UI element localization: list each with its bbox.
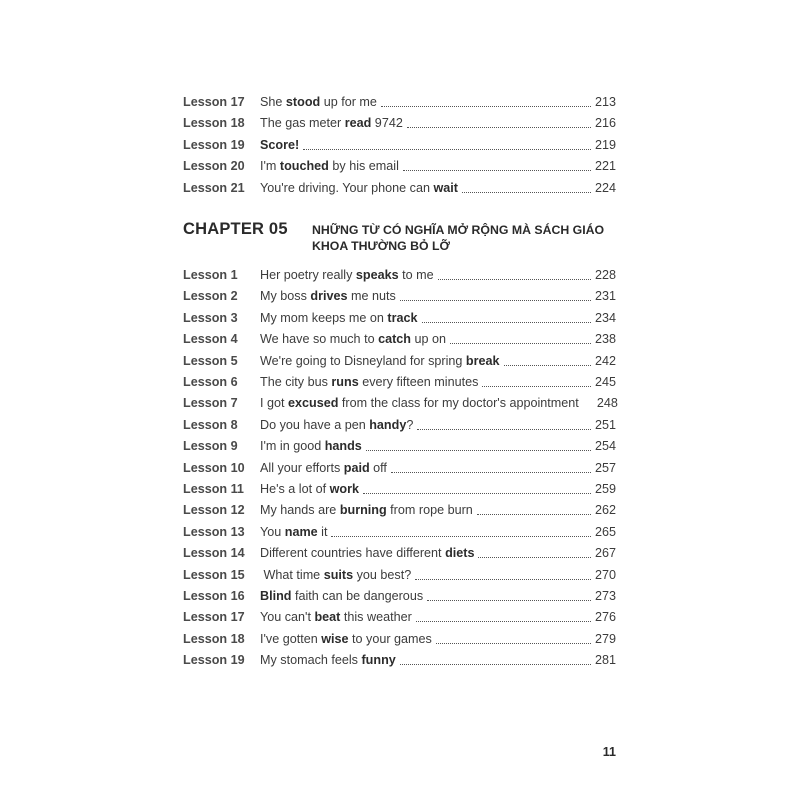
page-ref: 245	[594, 375, 616, 389]
title-text: up for me	[320, 95, 377, 109]
toc-entry	[183, 458, 616, 479]
lesson-title	[260, 308, 418, 329]
lesson-title	[260, 329, 446, 350]
title-text: you best?	[353, 567, 412, 582]
keyword: stood	[285, 95, 321, 109]
keyword: Blind	[260, 589, 292, 603]
title-text: it	[317, 524, 328, 539]
lesson-label: Lesson 14	[183, 546, 245, 561]
title-text: You can't	[260, 610, 315, 625]
title-text: I'm	[260, 159, 280, 174]
keyword: catch	[378, 332, 411, 347]
entry	[260, 650, 616, 671]
toc-entry	[183, 479, 616, 500]
entry	[260, 265, 616, 286]
page-number: 11	[602, 745, 616, 759]
keyword: wise	[321, 631, 349, 646]
title-text: The city bus	[260, 375, 332, 389]
lesson-label: Lesson 3	[183, 310, 238, 325]
page-ref: 257	[594, 460, 616, 475]
page-ref: 231	[594, 289, 616, 304]
toc-entry	[183, 286, 616, 307]
lesson-title	[260, 286, 396, 307]
lesson-label: Lesson 18	[183, 116, 245, 131]
page-ref: 251	[594, 417, 616, 432]
entry	[260, 393, 616, 414]
title-text: off	[369, 460, 387, 475]
lesson-title	[260, 436, 362, 457]
lesson-title	[260, 650, 396, 671]
keyword: funny	[361, 653, 396, 668]
keyword: touched	[279, 159, 329, 174]
lesson-label: Lesson 11	[183, 482, 244, 496]
dot-leader	[416, 611, 591, 622]
title-text: You	[260, 524, 285, 539]
title-text: 9742	[371, 116, 403, 131]
title-text: The gas meter	[260, 116, 345, 131]
page-ref: 248	[596, 396, 618, 411]
toc-entry	[183, 436, 616, 457]
title-text: me nuts	[347, 289, 396, 304]
keyword: excused	[288, 396, 339, 411]
keyword: work	[329, 482, 360, 496]
entry	[260, 308, 616, 329]
lesson-label: Lesson 19	[183, 653, 245, 668]
lesson-title	[260, 92, 377, 113]
entry	[260, 543, 616, 564]
toc-entry	[183, 265, 616, 286]
dot-leader	[438, 269, 591, 280]
keyword: runs	[331, 375, 359, 389]
keyword: Score!	[260, 137, 300, 152]
page-ref: 273	[594, 589, 616, 603]
toc-entry	[183, 113, 616, 134]
dot-leader	[381, 96, 591, 107]
lesson-title	[260, 543, 474, 564]
toc-entry	[183, 629, 616, 650]
dot-leader	[504, 355, 591, 366]
dot-leader	[366, 440, 591, 451]
keyword: beat	[314, 610, 341, 625]
lesson-title	[260, 415, 413, 436]
entry	[260, 479, 616, 500]
entry	[260, 135, 616, 156]
dot-leader	[400, 290, 591, 301]
lesson-label: Lesson 2	[183, 289, 238, 304]
page-ref: 259	[594, 482, 616, 496]
title-text: My stomach feels	[260, 653, 362, 668]
title-text: We have so much to	[260, 332, 379, 347]
lesson-title	[260, 393, 579, 414]
dot-leader	[400, 654, 591, 665]
lesson-title	[260, 265, 434, 286]
dot-leader	[391, 462, 591, 473]
page-ref: 276	[594, 610, 616, 625]
entry	[260, 458, 616, 479]
dot-leader	[417, 419, 591, 430]
title-text: My boss	[260, 289, 311, 304]
title-text: to me	[398, 268, 434, 282]
title-text: I'm in good	[260, 439, 325, 454]
lesson-label: Lesson 21	[183, 180, 245, 195]
toc-entry	[183, 351, 616, 372]
dot-leader	[422, 312, 591, 323]
page-ref: 238	[594, 332, 616, 347]
title-text: faith can be dangerous	[291, 589, 424, 603]
lesson-label: Lesson 4	[183, 332, 238, 347]
lesson-title	[260, 351, 500, 372]
lesson-label: Lesson 15	[183, 567, 245, 582]
entry	[260, 586, 616, 607]
toc-entry	[183, 393, 616, 414]
lesson-label: Lesson 10	[183, 460, 245, 475]
title-text: every fifteen minutes	[358, 375, 479, 389]
lesson-label: Lesson 13	[183, 524, 245, 539]
page-ref: 224	[594, 180, 616, 195]
dot-leader	[583, 398, 593, 408]
lesson-title	[260, 586, 423, 607]
lesson-label: Lesson 7	[183, 396, 238, 411]
entry	[260, 522, 616, 543]
keyword: speaks	[355, 268, 399, 282]
lesson-title	[260, 178, 458, 199]
keyword: suits	[323, 567, 354, 582]
lesson-label: Lesson 8	[183, 417, 238, 432]
page-ref: 270	[594, 567, 616, 582]
dot-leader	[407, 117, 591, 128]
keyword: wait	[433, 180, 458, 195]
lesson-title	[260, 156, 399, 177]
toc-entry	[183, 135, 616, 156]
dot-leader	[363, 483, 591, 494]
dot-leader	[462, 182, 591, 193]
title-text: My mom keeps me on	[260, 310, 388, 325]
lesson-label: Lesson 17	[183, 610, 245, 625]
lesson-title	[260, 113, 403, 134]
lesson-title	[260, 372, 478, 393]
lesson-title	[260, 565, 411, 586]
page-ref: 213	[594, 95, 616, 109]
dot-leader	[477, 504, 591, 515]
keyword: diets	[445, 546, 475, 561]
entry	[260, 629, 616, 650]
title-text: from rope burn	[386, 503, 473, 518]
dot-leader	[478, 547, 591, 558]
dot-leader	[415, 569, 591, 580]
title-text: You're driving. Your phone can	[260, 180, 434, 195]
keyword: read	[344, 116, 372, 131]
toc-entry	[183, 650, 616, 671]
dot-leader	[450, 333, 591, 344]
chapter-title: NHỮNG TỪ CÓ NGHĨA MỞ RỘNG MÀ SÁCH GIÁO KHOA THƯỜNG BỎ LỠ	[312, 223, 605, 253]
page-ref: 242	[594, 353, 616, 368]
dot-leader	[482, 376, 591, 387]
title-text: All your efforts	[260, 460, 344, 475]
entry	[260, 351, 616, 372]
entry	[260, 436, 616, 457]
dot-leader	[331, 526, 591, 537]
page-ref: 219	[594, 137, 616, 152]
page-ref: 279	[594, 631, 616, 646]
keyword: hands	[324, 439, 362, 454]
title-text: I've gotten	[260, 631, 322, 646]
title-text: to your games	[348, 631, 432, 646]
toc-entry	[183, 178, 616, 199]
lesson-label: Lesson 12	[183, 503, 245, 518]
toc-entry	[183, 543, 616, 564]
toc-entry	[183, 500, 616, 521]
title-text: She	[260, 95, 286, 109]
page-ref: 265	[594, 524, 616, 539]
toc-entry	[183, 415, 616, 436]
lesson-title	[260, 629, 432, 650]
title-text: this weather	[340, 610, 412, 625]
lesson-title	[260, 500, 473, 521]
lesson-label: Lesson 16	[183, 589, 245, 603]
title-text: ?	[406, 417, 414, 432]
lesson-title	[260, 479, 359, 500]
title-text: from the class for my doctor's appointment	[338, 396, 579, 411]
entry	[260, 607, 616, 628]
lesson-label: Lesson 17	[183, 95, 245, 109]
lesson-label: Lesson 19	[183, 137, 245, 152]
page-ref: 281	[594, 653, 616, 668]
page-ref: 254	[594, 439, 616, 454]
entry	[260, 415, 616, 436]
title-text: Different countries have different	[260, 546, 446, 561]
dot-leader	[303, 139, 591, 150]
entry	[260, 178, 616, 199]
title-text: up on	[410, 332, 446, 347]
page-ref: 234	[594, 310, 616, 325]
title-text: He's a lot of	[260, 482, 330, 496]
page-ref: 228	[594, 268, 616, 282]
lesson-title	[260, 522, 327, 543]
page-ref: 221	[594, 159, 616, 174]
toc-entry	[183, 156, 616, 177]
lesson-label: Lesson 5	[183, 353, 238, 368]
page-ref: 216	[594, 116, 616, 131]
keyword: paid	[343, 460, 370, 475]
title-text: My hands are	[260, 503, 340, 518]
title-text: What time	[260, 567, 324, 582]
page-ref: 267	[594, 546, 616, 561]
toc-entry	[183, 308, 616, 329]
keyword: drives	[310, 289, 348, 304]
toc-entry	[183, 565, 616, 586]
dot-leader	[436, 633, 591, 644]
title-text: by his email	[328, 159, 399, 174]
entry	[260, 329, 616, 350]
keyword: track	[387, 310, 418, 325]
title-text: I got	[260, 396, 289, 411]
page-ref: 262	[594, 503, 616, 518]
lesson-label: Lesson 9	[183, 439, 238, 454]
entry	[260, 113, 616, 134]
entry	[260, 565, 616, 586]
lesson-label: Lesson 6	[183, 375, 238, 389]
lesson-label: Lesson 18	[183, 631, 245, 646]
lesson-label: Lesson 1	[183, 268, 238, 282]
entry	[260, 156, 616, 177]
entry	[260, 92, 616, 113]
lesson-title	[260, 458, 387, 479]
keyword: burning	[339, 503, 387, 518]
toc-entry	[183, 92, 616, 113]
entry	[260, 286, 616, 307]
entry	[260, 500, 616, 521]
title-text: Do you have a pen	[260, 417, 370, 432]
keyword: handy	[369, 417, 407, 432]
title-text: We're going to Disneyland for spring	[260, 353, 466, 368]
entry	[260, 372, 616, 393]
title-text: Her poetry really	[260, 268, 356, 282]
toc-entry	[183, 329, 616, 350]
lesson-label: Lesson 20	[183, 159, 245, 174]
keyword: break	[465, 353, 500, 368]
toc-entry	[183, 522, 616, 543]
dot-leader	[403, 160, 591, 171]
lesson-title	[260, 607, 412, 628]
dot-leader	[427, 590, 591, 601]
toc-entry	[183, 586, 616, 607]
chapter-label: CHAPTER 05	[183, 220, 288, 238]
toc-entry	[183, 372, 616, 393]
lesson-title	[260, 135, 299, 156]
toc-entry	[183, 607, 616, 628]
keyword: name	[284, 524, 318, 539]
